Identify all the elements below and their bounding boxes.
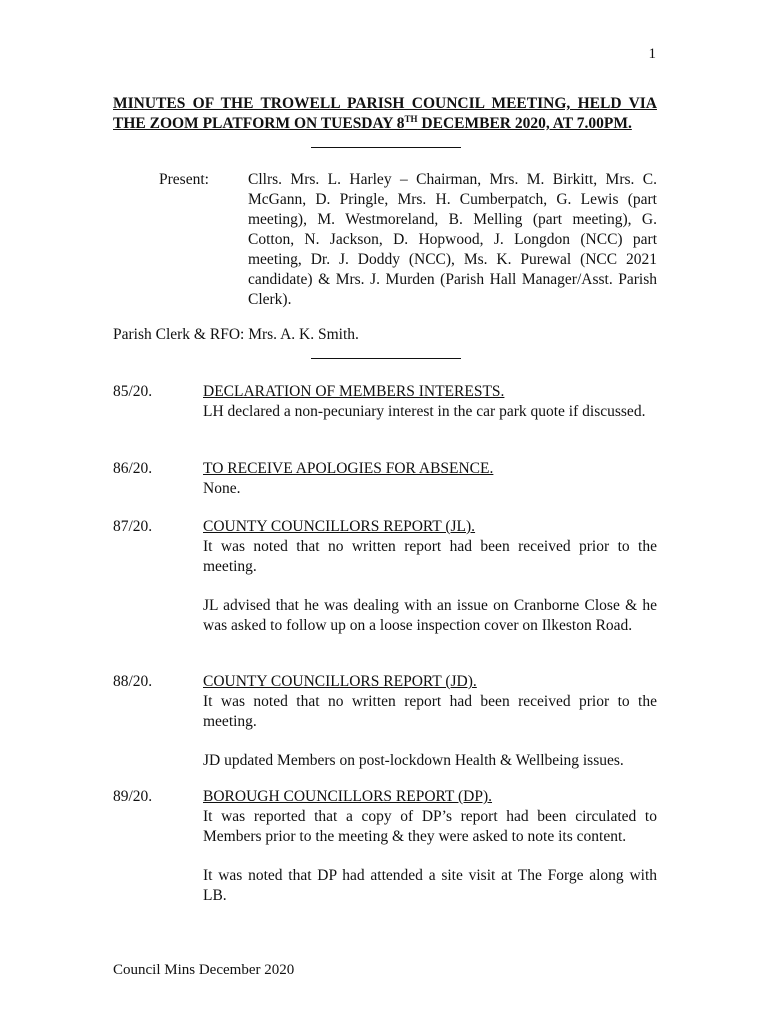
present-attendees: Cllrs. Mrs. L. Harley – Chairman, Mrs. M. Birkitt, Mrs. C. McGann, D. Pringle, Mrs. H. Cumberpatch, G. Lewis (part meeting), M. Westmoreland, B. Melling (part meeting), G. Cotton, N. Jackson, D. Hopwood, J. Longdon (NCC) part meeting, Dr. J. Doddy (NCC), Ms. K. Purewal (NCC 2021 candidate) & Mrs. J. Murden (Parish Hall Manager/Asst. Parish Clerk). bbox=[248, 171, 657, 308]
item-paragraph: None. bbox=[203, 480, 241, 497]
item-paragraph: It was noted that no written report had been received prior to the meeting. bbox=[203, 693, 657, 730]
paragraph-gap bbox=[203, 847, 657, 866]
item-body bbox=[203, 672, 657, 771]
divider-rule bbox=[311, 147, 461, 148]
document-title bbox=[113, 94, 657, 134]
page-footer: Council Mins December 2020 bbox=[113, 962, 295, 978]
title-ordinal-suffix: TH bbox=[404, 114, 418, 124]
parish-clerk-line: Parish Clerk & RFO: Mrs. A. K. Smith. bbox=[113, 326, 359, 343]
item-heading: DECLARATION OF MEMBERS INTERESTS. bbox=[203, 383, 505, 400]
item-paragraph: It was noted that DP had attended a site visit at The Forge along with LB. bbox=[203, 867, 657, 904]
item-paragraph: It was reported that a copy of DP’s report had been circulated to Members prior to the meeting & they were asked to note its content. bbox=[203, 808, 657, 845]
item-body bbox=[203, 382, 657, 422]
item-paragraph: LH declared a non-pecuniary interest in the car park quote if discussed. bbox=[203, 403, 646, 420]
item-heading: COUNTY COUNCILLORS REPORT (JD). bbox=[203, 673, 477, 690]
title-line-2-start: THE ZOOM PLATFORM ON TUESDAY 8 bbox=[113, 115, 405, 132]
item-body bbox=[203, 787, 657, 906]
item-number: 86/20. bbox=[113, 460, 153, 477]
item-number: 85/20. bbox=[113, 383, 153, 400]
item-number: 88/20. bbox=[113, 673, 153, 690]
title-line-2-end: DECEMBER 2020, AT 7.00PM. bbox=[417, 115, 632, 132]
item-heading: COUNTY COUNCILLORS REPORT (JL). bbox=[203, 518, 476, 535]
paragraph-gap bbox=[203, 577, 657, 596]
item-paragraph: JL advised that he was dealing with an issue on Cranborne Close & he was asked to follow up on a loose inspection cover on Ilkeston Road. bbox=[203, 597, 657, 634]
present-label: Present: bbox=[159, 171, 209, 188]
item-paragraph: It was noted that no written report had been received prior to the meeting. bbox=[203, 538, 657, 575]
divider-rule bbox=[311, 358, 461, 359]
item-number: 89/20. bbox=[113, 788, 153, 805]
item-heading: BOROUGH COUNCILLORS REPORT (DP). bbox=[203, 788, 493, 805]
item-number: 87/20. bbox=[113, 518, 153, 535]
page-number: 1 bbox=[648, 46, 656, 62]
item-body bbox=[203, 459, 657, 499]
item-body bbox=[203, 517, 657, 636]
paragraph-gap bbox=[203, 732, 657, 751]
item-heading: TO RECEIVE APOLOGIES FOR ABSENCE. bbox=[203, 460, 494, 477]
item-paragraph: JD updated Members on post-lockdown Health & Wellbeing issues. bbox=[203, 752, 624, 769]
title-line-1: MINUTES OF THE TROWELL PARISH COUNCIL MEETING, HELD VIA bbox=[113, 95, 657, 112]
title-line-2 bbox=[113, 114, 657, 134]
